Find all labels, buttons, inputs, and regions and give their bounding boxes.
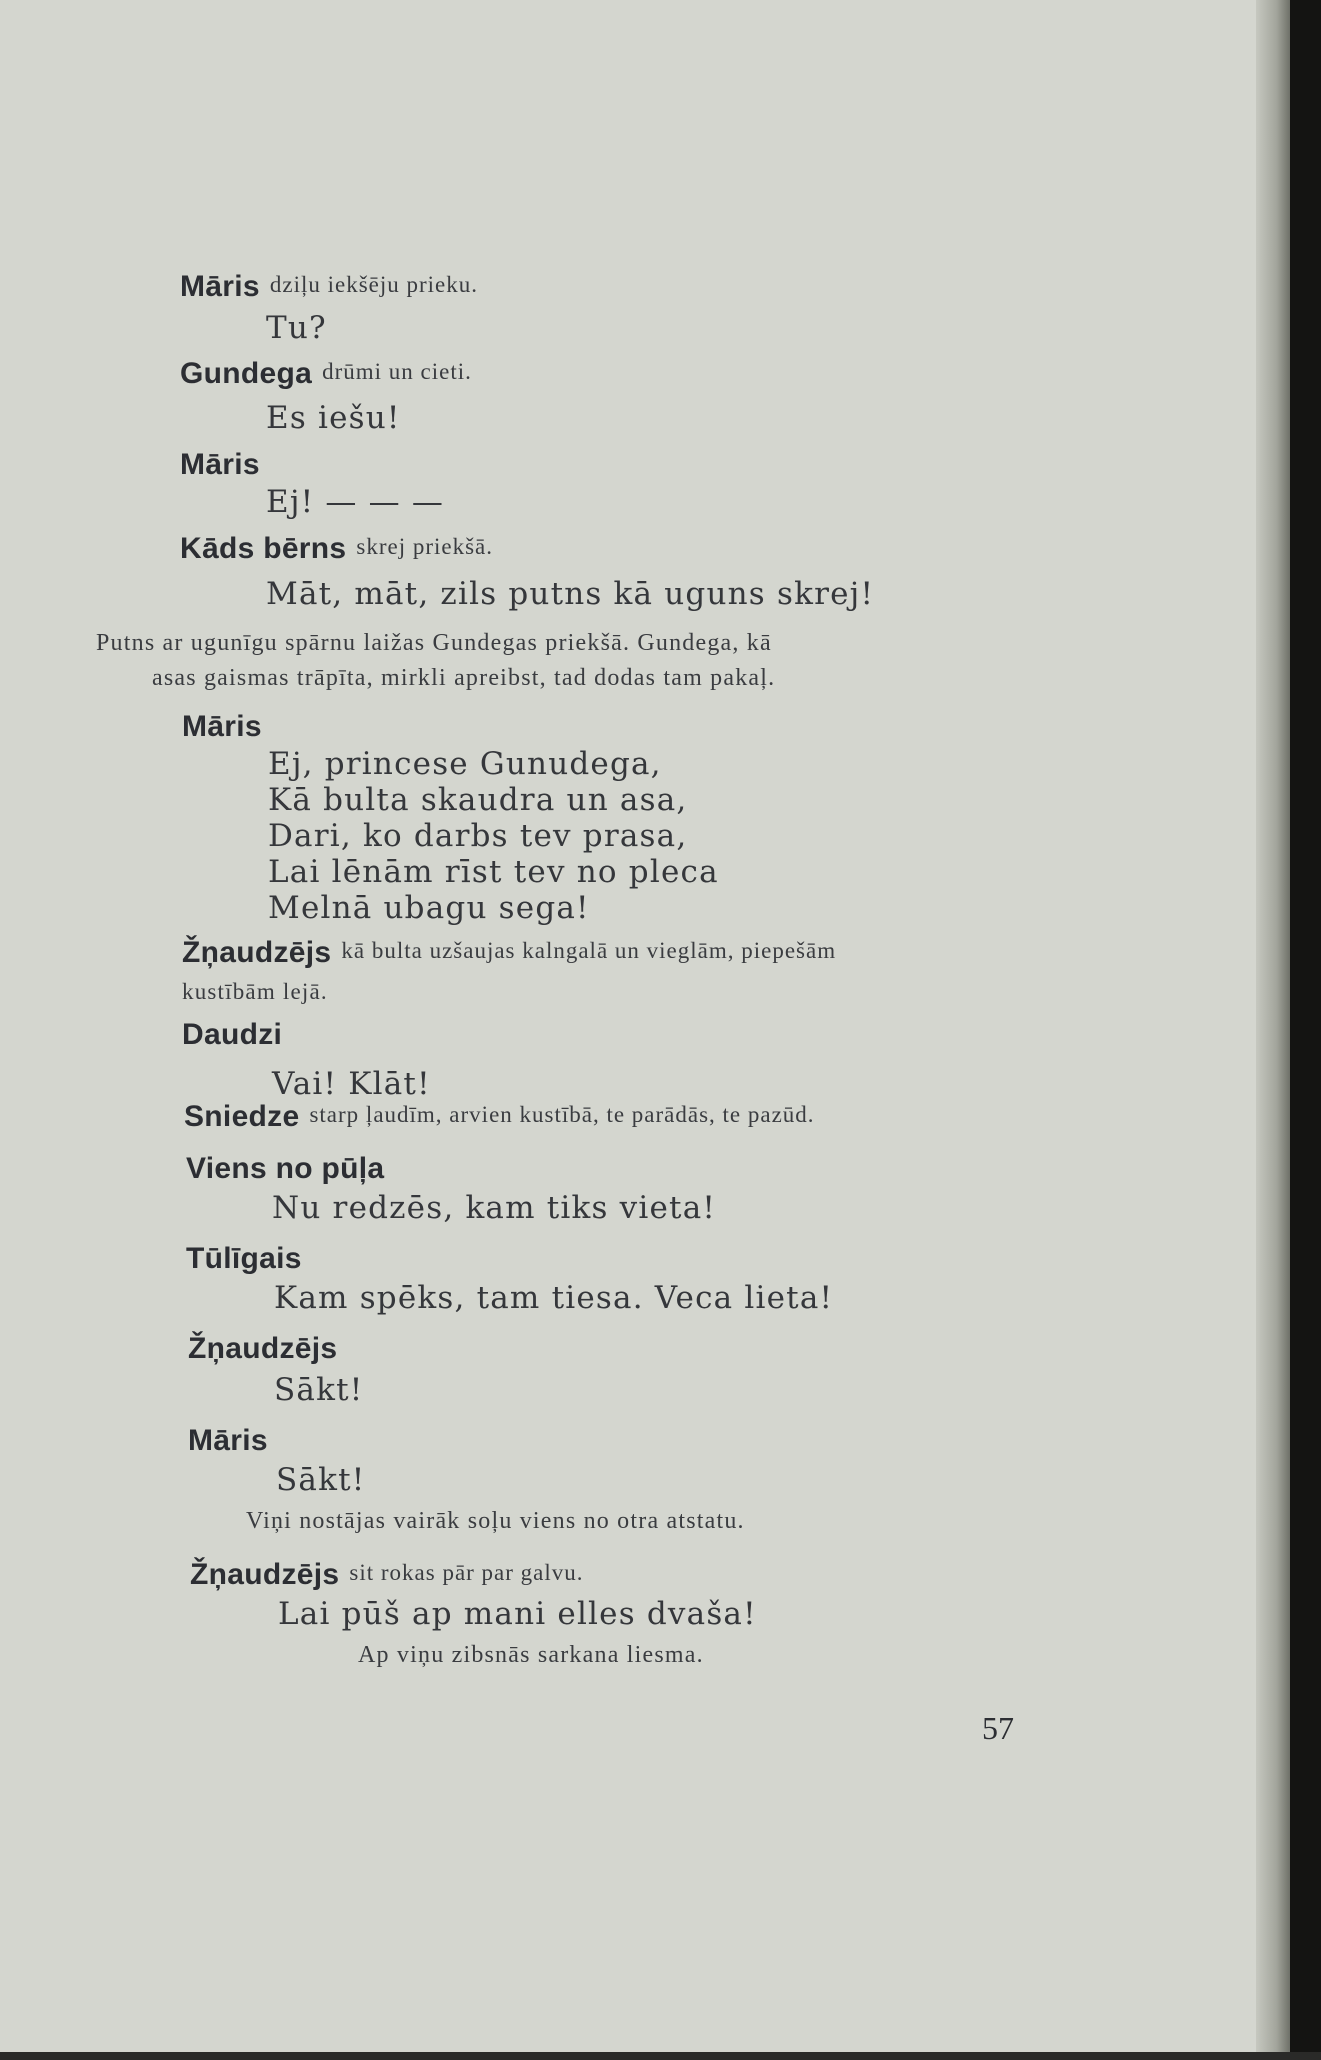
verse-line: Vai! Klāt! [272, 1066, 431, 1102]
speaker-name: Māris [180, 448, 260, 481]
speaker-name: Kāds bērns [180, 532, 347, 565]
verse-line: Kā bulta skaudra un asa, [268, 782, 688, 818]
speaker-name: Žņaudzējs [188, 1332, 338, 1365]
speaker-line [188, 1424, 268, 1458]
stage-line: Putns ar ugunīgu spārnu laižas Gundegas priekšā. Gundega, kā [96, 630, 772, 656]
verse-line: Kam spēks, tam tiesa. Veca lieta! [274, 1280, 834, 1316]
speaker-name: Tūlīgais [186, 1242, 302, 1275]
verse-line: Lai lēnām rīst tev no pleca [268, 854, 719, 890]
verse-line: Ej, princese Gunudega, [268, 746, 662, 782]
verse-line: Sākt! [274, 1372, 364, 1408]
speaker-name: Sniedze [184, 1100, 300, 1133]
stage-direction: dziļu iekšēju prieku. [269, 272, 479, 297]
speaker-name: Žņaudzējs [182, 936, 332, 969]
page-edge [1256, 0, 1290, 2052]
speaker-line [188, 1332, 337, 1366]
speaker-name: Māris [188, 1424, 268, 1457]
verse-line: Tu? [266, 310, 327, 346]
stage-direction-block: Viņi nostājas vairāk soļu viens no otra atstatu. [246, 1508, 745, 1534]
speaker-name: Māris [182, 710, 262, 743]
speaker-line [180, 448, 260, 482]
speaker-name: Daudzi [182, 1018, 283, 1051]
binding-shadow [1290, 0, 1321, 2060]
stage-line: asas gaismas trāpīta, mirkli apreibst, tad dodas tam pakaļ. [152, 665, 776, 691]
verse-line: Lai pūš ap mani elles dvaša! [278, 1596, 757, 1632]
speaker-line [182, 934, 836, 1009]
stage-direction: sit rokas pār par galvu. [349, 1560, 584, 1585]
speaker-name: Gundega [180, 357, 313, 390]
stage-direction: kā bulta uzšaujas kalngalā un vieglām, piepešām [341, 938, 837, 963]
verse-stanza [268, 746, 719, 926]
speaker-name: Viens no pūļa [186, 1152, 385, 1185]
stage-direction: skrej priekšā. [356, 534, 494, 559]
speaker-line [186, 1242, 302, 1276]
stage-direction-continued: kustībām lejā. [182, 979, 328, 1004]
page-number: 57 [982, 1710, 1014, 1746]
verse-line: Ej! — — — [266, 484, 445, 520]
stage-direction: starp ļaudīm, arvien kustībā, te parādās, te pazūd. [309, 1102, 815, 1127]
speaker-line [182, 710, 262, 744]
speaker-name: Māris [180, 270, 260, 303]
speaker-line [180, 357, 472, 391]
verse-line: Melnā ubagu sega! [268, 890, 590, 926]
bottom-shadow [0, 2052, 1321, 2060]
speaker-line [182, 1018, 282, 1052]
speaker-name: Žņaudzējs [190, 1558, 340, 1591]
speaker-line [186, 1152, 384, 1186]
verse-line: Sākt! [276, 1462, 366, 1498]
speaker-line [184, 1100, 815, 1134]
stage-direction-block [96, 626, 775, 696]
speaker-line [180, 270, 478, 304]
stage-direction-block: Ap viņu zibsnās sarkana liesma. [358, 1642, 704, 1668]
verse-line: Nu redzēs, kam tiks vieta! [272, 1190, 717, 1226]
speaker-line [190, 1558, 584, 1592]
verse-line: Māt, māt, zils putns kā uguns skrej! [266, 576, 875, 612]
verse-line: Es iešu! [266, 400, 401, 436]
speaker-line [180, 532, 493, 566]
stage-direction: drūmi un cieti. [322, 359, 472, 384]
verse-line: Dari, ko darbs tev prasa, [268, 818, 688, 854]
